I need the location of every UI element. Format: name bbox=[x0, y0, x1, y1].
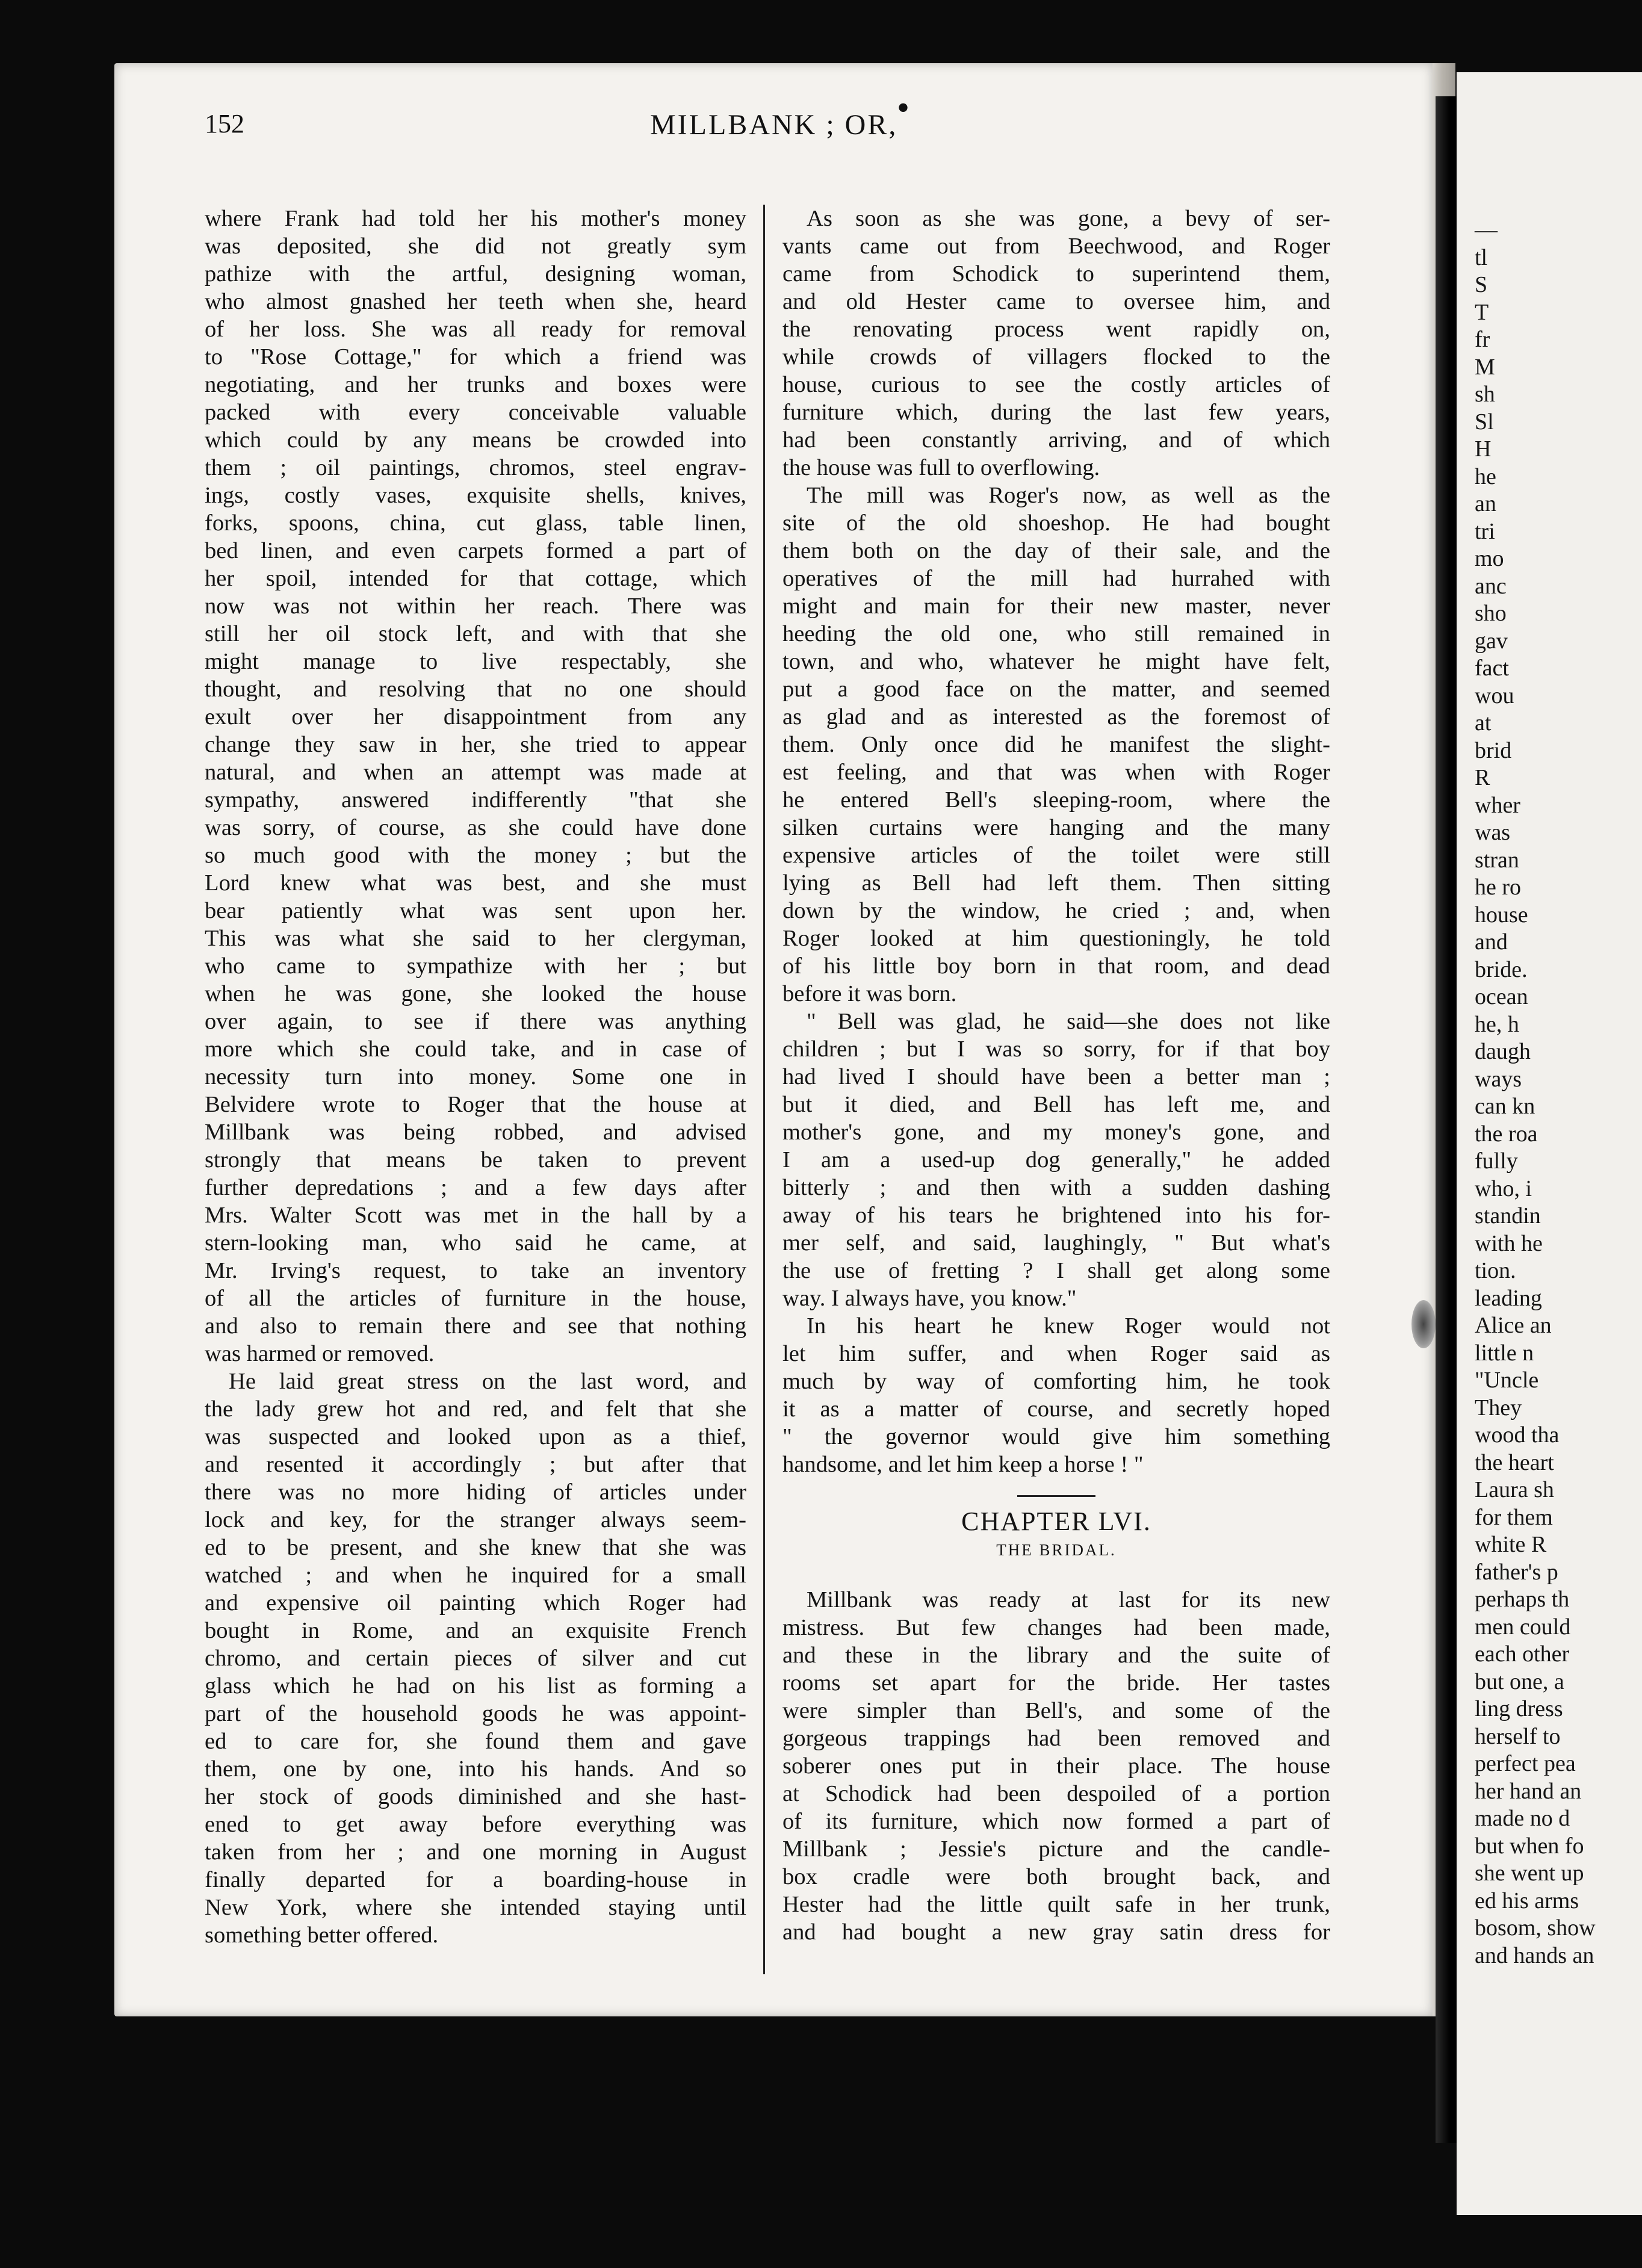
text-line: bought in Rome, and an exquisite French bbox=[205, 1618, 746, 1643]
text-line: The mill was Roger's now, as well as the bbox=[807, 483, 1330, 508]
text-line: might manage to live respectably, she bbox=[205, 649, 746, 674]
text-line: Millbank was being robbed, and advised bbox=[205, 1120, 746, 1145]
text-line: way. I always have, you know." bbox=[782, 1286, 1077, 1311]
text-line: ened to get away before everything was bbox=[205, 1812, 746, 1837]
adjacent-text-fragment: Sl bbox=[1475, 409, 1494, 435]
adjacent-text-fragment: gav bbox=[1475, 628, 1508, 654]
text-line: her stock of goods diminished and she hast- bbox=[205, 1784, 746, 1809]
adjacent-text-fragment: and hands an bbox=[1475, 1942, 1594, 1968]
adjacent-text-fragment: anc bbox=[1475, 573, 1507, 599]
text-line: stern-looking man, who said he came, at bbox=[205, 1230, 746, 1256]
text-line: sympathy, answered indifferently "that she bbox=[205, 787, 746, 813]
text-line: and resented it accordingly ; but after that bbox=[205, 1452, 746, 1477]
text-line: who came to sympathize with her ; but bbox=[205, 953, 746, 979]
adjacent-text-fragment: he, h bbox=[1475, 1011, 1519, 1037]
text-line: had been constantly arriving, and of which bbox=[782, 427, 1330, 453]
adjacent-text-fragment: Laura sh bbox=[1475, 1477, 1554, 1502]
adjacent-text-fragment: he bbox=[1475, 463, 1496, 489]
text-line: so much good with the money ; but the bbox=[205, 843, 746, 868]
adjacent-text-fragment: herself to bbox=[1475, 1723, 1561, 1749]
text-line: change they saw in her, she tried to appear bbox=[205, 732, 746, 757]
adjacent-text-fragment: who, i bbox=[1475, 1176, 1532, 1201]
text-line: while crowds of villagers flocked to the bbox=[782, 344, 1330, 370]
adjacent-text-fragment: made no d bbox=[1475, 1806, 1570, 1831]
adjacent-text-fragment: They bbox=[1475, 1395, 1522, 1421]
adjacent-text-fragment: — bbox=[1475, 217, 1498, 243]
text-line: was deposited, she did not greatly sym bbox=[205, 234, 746, 259]
adjacent-text-fragment: tion. bbox=[1475, 1258, 1516, 1283]
adjacent-text-fragment: ocean bbox=[1475, 984, 1528, 1009]
adjacent-text-fragment: mo bbox=[1475, 546, 1504, 571]
chapter-title: CHAPTER LVI. bbox=[961, 1507, 1151, 1536]
text-line: finally departed for a boarding-house in bbox=[205, 1867, 746, 1892]
text-line: As soon as she was gone, a bevy of ser- bbox=[807, 206, 1330, 231]
text-line: down by the window, he cried ; and, when bbox=[782, 898, 1330, 923]
chapter-rule bbox=[1017, 1495, 1095, 1497]
text-line: operatives of the mill had hurrahed with bbox=[782, 566, 1330, 591]
text-line: was suspected and looked upon as a thief, bbox=[205, 1424, 746, 1449]
text-line: was sorry, of course, as she could have done bbox=[205, 815, 746, 840]
adjacent-text-fragment: ed his arms bbox=[1475, 1888, 1579, 1913]
text-line: might and main for their new master, never bbox=[782, 593, 1330, 619]
text-line: away of his tears he brightened into his for- bbox=[782, 1203, 1330, 1228]
adjacent-text-fragment: little n bbox=[1475, 1340, 1534, 1366]
text-line: ed to care for, she found them and gave bbox=[205, 1729, 746, 1754]
text-line: forks, spoons, china, cut glass, table linen, bbox=[205, 510, 746, 536]
adjacent-text-fragment: leading bbox=[1475, 1285, 1542, 1311]
adjacent-text-fragment: tri bbox=[1475, 518, 1495, 544]
text-line: bear patiently what was sent upon her. bbox=[205, 898, 746, 923]
text-line: New York, where she intended staying until bbox=[205, 1895, 746, 1920]
adjacent-text-fragment: wou bbox=[1475, 683, 1514, 708]
text-line: natural, and when an attempt was made at bbox=[205, 760, 746, 785]
text-line: Mr. Irving's request, to take an inventory bbox=[205, 1258, 746, 1283]
adjacent-text-fragment: R bbox=[1475, 765, 1490, 790]
book-gutter bbox=[1436, 96, 1460, 2143]
text-line: bed linen, and even carpets formed a part of bbox=[205, 538, 746, 563]
text-line: them, one by one, into his hands. And so bbox=[205, 1756, 746, 1782]
text-line: expensive articles of the toilet were still bbox=[782, 843, 1330, 868]
text-line: strongly that means be taken to prevent bbox=[205, 1147, 746, 1173]
adjacent-text-fragment: ling dress bbox=[1475, 1696, 1563, 1721]
adjacent-text-fragment: fr bbox=[1475, 327, 1490, 352]
adjacent-text-fragment: Alice an bbox=[1475, 1313, 1552, 1338]
text-line: In his heart he knew Roger would not bbox=[807, 1313, 1330, 1339]
text-line: much by way of comforting him, he took bbox=[782, 1369, 1330, 1394]
adjacent-text-fragment: H bbox=[1475, 436, 1492, 462]
text-line: the renovating process went rapidly on, bbox=[782, 317, 1330, 342]
printer-mark: • bbox=[897, 88, 910, 128]
page-number: 152 bbox=[205, 109, 244, 138]
text-line: still her oil stock left, and with that she bbox=[205, 621, 746, 646]
adjacent-text-fragment: stran bbox=[1475, 847, 1519, 873]
text-line: exult over her disappointment from any bbox=[205, 704, 746, 730]
text-line: which could by any means be crowded into bbox=[205, 427, 746, 453]
text-line: This was what she said to her clergyman, bbox=[205, 926, 746, 951]
right-column-upper-text bbox=[782, 205, 1330, 1478]
text-line: at Schodick had been despoiled of a portion bbox=[782, 1781, 1330, 1806]
text-line: part of the household goods he was appoint- bbox=[205, 1701, 746, 1726]
text-line: lying as Bell had left them. Then sitting bbox=[782, 870, 1330, 896]
text-line: there was no more hiding of articles under bbox=[205, 1479, 746, 1505]
adjacent-text-fragment: but when fo bbox=[1475, 1833, 1584, 1859]
page-header bbox=[205, 108, 1348, 163]
text-line: he entered Bell's sleeping-room, where the bbox=[782, 787, 1330, 813]
adjacent-text-fragment: wher bbox=[1475, 792, 1520, 818]
text-line: mistress. But few changes had been made, bbox=[782, 1615, 1330, 1640]
text-line: something better offered. bbox=[205, 1923, 439, 1948]
running-head: MILLBANK ; OR, bbox=[650, 109, 898, 141]
text-line: lock and key, for the stranger always seem- bbox=[205, 1507, 746, 1532]
text-line: site of the old shoeshop. He had bought bbox=[782, 510, 1330, 536]
text-line: over again, to see if there was anything bbox=[205, 1009, 746, 1034]
adjacent-text-fragment: brid bbox=[1475, 737, 1512, 763]
text-line: her spoil, intended for that cottage, which bbox=[205, 566, 746, 591]
text-line: bitterly ; and then with a sudden dashing bbox=[782, 1175, 1330, 1200]
text-line: Mrs. Walter Scott was met in the hall by a bbox=[205, 1203, 746, 1228]
text-line: Belvidere wrote to Roger that the house at bbox=[205, 1092, 746, 1117]
adjacent-text-fragment: bride. bbox=[1475, 956, 1528, 982]
adjacent-text-fragment: S bbox=[1475, 272, 1488, 297]
adjacent-text-fragment: perfect pea bbox=[1475, 1751, 1576, 1776]
left-text-column bbox=[205, 205, 746, 1949]
adjacent-text-fragment: sh bbox=[1475, 382, 1495, 407]
adjacent-text-fragment: daugh bbox=[1475, 1039, 1531, 1064]
text-line: house, curious to see the costly articles of bbox=[782, 372, 1330, 397]
adjacent-text-fragment: tl bbox=[1475, 244, 1488, 270]
text-line: I am a used-up dog generally," he added bbox=[782, 1147, 1330, 1173]
adjacent-text-fragment: white R bbox=[1475, 1532, 1547, 1557]
text-line: " Bell was glad, he said—she does not like bbox=[807, 1009, 1330, 1034]
adjacent-text-fragment: was bbox=[1475, 820, 1511, 845]
chapter-subtitle: THE BRIDAL. bbox=[996, 1541, 1117, 1559]
text-line: to "Rose Cottage," for which a friend was bbox=[205, 344, 746, 370]
text-line: the lady grew hot and red, and felt that she bbox=[205, 1396, 746, 1422]
adjacent-text-fragment: bosom, show bbox=[1475, 1915, 1596, 1941]
adjacent-text-fragment: her hand an bbox=[1475, 1778, 1582, 1804]
text-line: thought, and resolving that no one should bbox=[205, 677, 746, 702]
text-line: watched ; and when he inquired for a small bbox=[205, 1563, 746, 1588]
text-line: chromo, and certain pieces of silver and cut bbox=[205, 1646, 746, 1671]
text-line: vants came out from Beechwood, and Roger bbox=[782, 234, 1330, 259]
text-line: them. Only once did he manifest the slight- bbox=[782, 732, 1330, 757]
adjacent-text-fragment: each other bbox=[1475, 1641, 1570, 1667]
text-line: necessity turn into money. Some one in bbox=[205, 1064, 746, 1089]
text-line: gorgeous trappings had been removed and bbox=[782, 1726, 1330, 1751]
text-line: est feeling, and that was when with Roger bbox=[782, 760, 1330, 785]
adjacent-text-fragment: can kn bbox=[1475, 1094, 1535, 1119]
text-line: them ; oil paintings, chromos, steel engrav- bbox=[205, 455, 746, 480]
adjacent-text-fragment: perhaps th bbox=[1475, 1587, 1570, 1612]
text-line: further depredations ; and a few days after bbox=[205, 1175, 746, 1200]
text-line: Hester had the little quilt safe in her trunk, bbox=[782, 1892, 1330, 1917]
adjacent-text-fragment: sho bbox=[1475, 601, 1507, 626]
adjacent-text-fragment: men could bbox=[1475, 1614, 1571, 1640]
text-line: rooms set apart for the bride. Her tastes bbox=[782, 1670, 1330, 1696]
text-line: handsome, and let him keep a horse ! " bbox=[782, 1452, 1144, 1477]
text-line: packed with every conceivable valuable bbox=[205, 400, 746, 425]
adjacent-text-fragment: she went up bbox=[1475, 1861, 1584, 1886]
adjacent-text-fragment: he ro bbox=[1475, 875, 1522, 900]
text-line: negotiating, and her trunks and boxes were bbox=[205, 372, 746, 397]
text-line: box cradle were both brought back, and bbox=[782, 1864, 1330, 1889]
text-line: and had bought a new gray satin dress for bbox=[782, 1919, 1330, 1945]
adjacent-text-fragment: with he bbox=[1475, 1230, 1543, 1256]
text-line: had lived I should have been a better man ; bbox=[782, 1064, 1330, 1089]
text-line: Roger looked at him questioningly, he told bbox=[782, 926, 1330, 951]
adjacent-text-fragment: at bbox=[1475, 710, 1492, 736]
adjacent-text-fragment: for them bbox=[1475, 1504, 1553, 1530]
text-line: He laid great stress on the last word, and bbox=[229, 1369, 746, 1394]
text-line: of its furniture, which now formed a part of bbox=[782, 1809, 1330, 1834]
adjacent-text-fragment: an bbox=[1475, 491, 1496, 516]
right-text-column bbox=[782, 205, 1330, 1946]
text-line: it as a matter of course, and secretly hoped bbox=[782, 1396, 1330, 1422]
text-line: mother's gone, and my money's gone, and bbox=[782, 1120, 1330, 1145]
adjacent-text-fragment: fully bbox=[1475, 1148, 1518, 1174]
text-line: of his little boy born in that room, and dead bbox=[782, 953, 1330, 979]
text-line: the use of fretting ? I shall get along some bbox=[782, 1258, 1330, 1283]
text-line: as glad and as interested as the foremost of bbox=[782, 704, 1330, 730]
text-line: of all the articles of furniture in the house, bbox=[205, 1286, 746, 1311]
text-line: put a good face on the matter, and seemed bbox=[782, 677, 1330, 702]
text-line: Millbank was ready at last for its new bbox=[807, 1587, 1330, 1613]
text-line: and old Hester came to oversee him, and bbox=[782, 289, 1330, 314]
adjacent-text-fragment: but one, a bbox=[1475, 1668, 1564, 1694]
text-line: but it died, and Bell has left me, and bbox=[782, 1092, 1330, 1117]
adjacent-text-fragment: M bbox=[1475, 354, 1495, 380]
text-line: glass which he had on his list as forming a bbox=[205, 1673, 746, 1699]
text-line: pathize with the artful, designing woman, bbox=[205, 261, 746, 287]
text-line: and expensive oil painting which Roger had bbox=[205, 1590, 746, 1616]
text-line: mer self, and said, laughingly, " But what's bbox=[782, 1230, 1330, 1256]
text-line: them both on the day of their sale, and the bbox=[782, 538, 1330, 563]
text-line: of her loss. She was all ready for removal bbox=[205, 317, 746, 342]
text-line: and also to remain there and see that nothing bbox=[205, 1313, 746, 1339]
text-line: the house was full to overflowing. bbox=[782, 455, 1100, 480]
adjacent-text-fragment: T bbox=[1475, 299, 1489, 325]
adjacent-text-fragment: wood tha bbox=[1475, 1422, 1560, 1448]
adjacent-page-text bbox=[1475, 217, 1596, 1969]
text-line: silken curtains were hanging and the many bbox=[782, 815, 1330, 840]
text-line: were simpler than Bell's, and some of the bbox=[782, 1698, 1330, 1723]
right-column-lower-text bbox=[782, 1586, 1330, 1946]
column-rule bbox=[763, 205, 765, 1974]
text-line: ed to be present, and she knew that she was bbox=[205, 1535, 746, 1560]
text-line: where Frank had told her his mother's money bbox=[205, 206, 746, 231]
text-line: was harmed or removed. bbox=[205, 1341, 435, 1366]
text-line: Millbank ; Jessie's picture and the candle- bbox=[782, 1836, 1330, 1862]
text-line: and these in the library and the suite of bbox=[782, 1643, 1330, 1668]
text-line: when he was gone, she looked the house bbox=[205, 981, 746, 1006]
text-line: heeding the old one, who still remained in bbox=[782, 621, 1330, 646]
text-line: town, and who, whatever he might have felt, bbox=[782, 649, 1330, 674]
adjacent-text-fragment: father's p bbox=[1475, 1559, 1558, 1585]
adjacent-text-fragment: house bbox=[1475, 902, 1528, 928]
adjacent-text-fragment: fact bbox=[1475, 655, 1509, 681]
adjacent-page bbox=[1457, 72, 1642, 2215]
text-line: came from Schodick to superintend them, bbox=[782, 261, 1330, 287]
text-line: ings, costly vases, exquisite shells, knives, bbox=[205, 483, 746, 508]
adjacent-text-fragment: "Uncle bbox=[1475, 1368, 1539, 1393]
text-line: " the governor would give him something bbox=[782, 1424, 1330, 1449]
text-line: Lord knew what was best, and she must bbox=[205, 870, 746, 896]
adjacent-text-fragment: ways bbox=[1475, 1066, 1522, 1092]
text-line: children ; but I was so sorry, for if that boy bbox=[782, 1036, 1330, 1062]
adjacent-text-fragment: the roa bbox=[1475, 1121, 1538, 1147]
text-line: now was not within her reach. There was bbox=[205, 593, 746, 619]
text-line: let him suffer, and when Roger said as bbox=[782, 1341, 1330, 1366]
adjacent-text-fragment: the heart bbox=[1475, 1449, 1554, 1475]
text-line: before it was born. bbox=[782, 981, 957, 1006]
binding-damage bbox=[1411, 1300, 1436, 1348]
text-line: more which she could take, and in case of bbox=[205, 1036, 746, 1062]
text-line: furniture which, during the last few years, bbox=[782, 400, 1330, 425]
adjacent-text-fragment: standin bbox=[1475, 1203, 1541, 1228]
text-line: soberer ones put in their place. The house bbox=[782, 1753, 1330, 1779]
adjacent-text-fragment: and bbox=[1475, 929, 1508, 955]
text-line: taken from her ; and one morning in August bbox=[205, 1839, 746, 1865]
text-line: who almost gnashed her teeth when she, heard bbox=[205, 289, 746, 314]
